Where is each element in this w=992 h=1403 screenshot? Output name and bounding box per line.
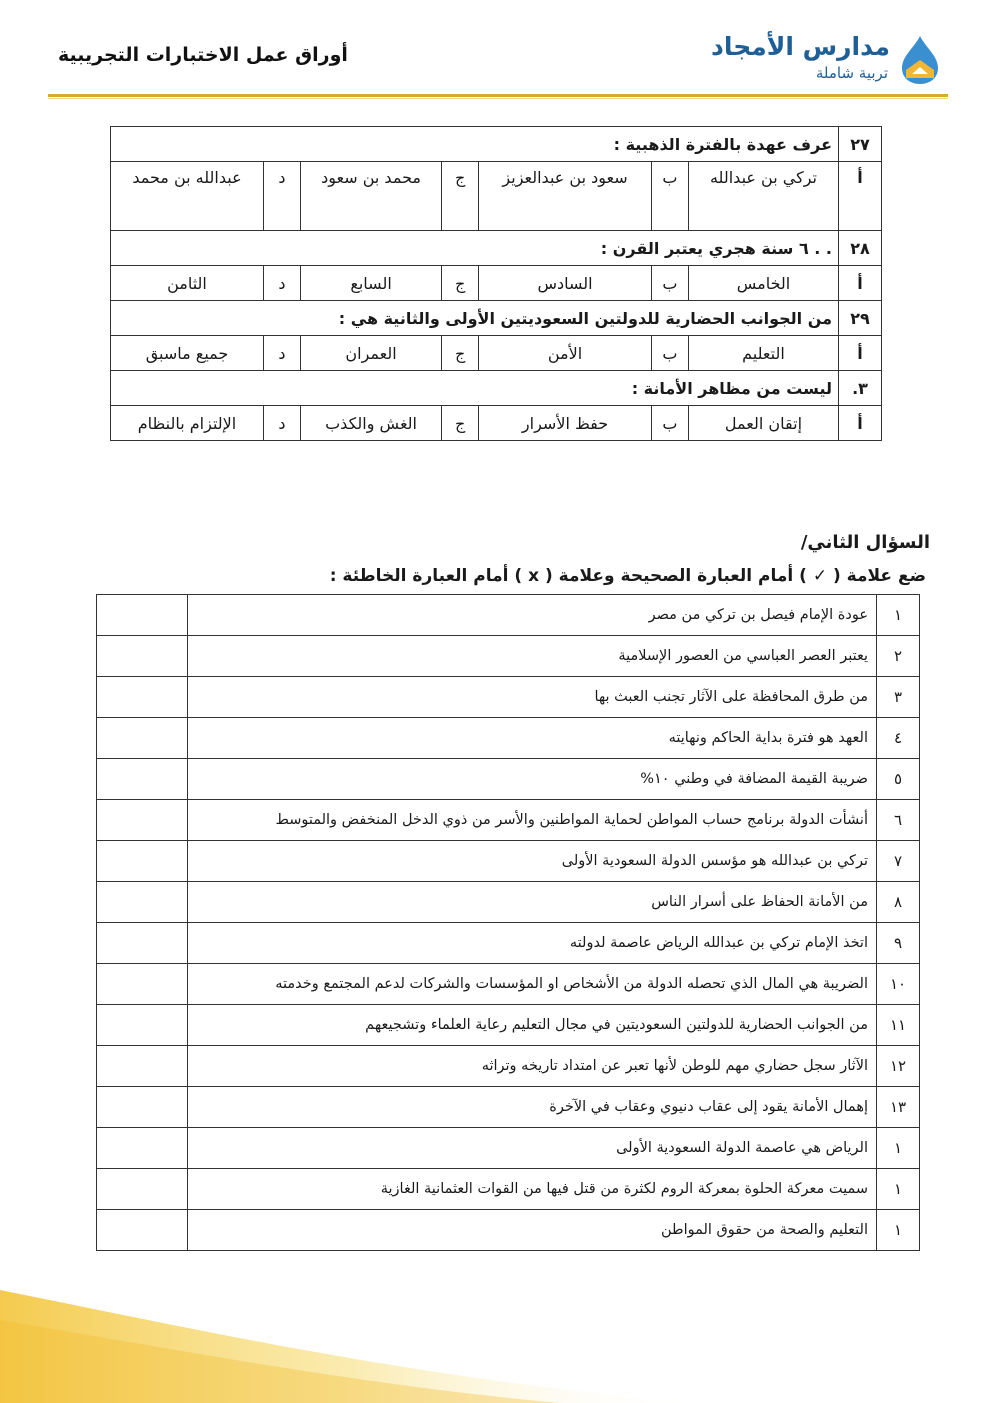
question-text: . . ٦ سنة هجري يعتبر القرن : (111, 231, 839, 266)
statement-text: ضريبة القيمة المضافة في وطني ١٠% (188, 759, 877, 800)
logo-tagline: تربية شاملة (815, 64, 888, 82)
answer-cell[interactable] (97, 882, 188, 923)
header-divider-thin (48, 98, 948, 99)
statement-text: إهمال الأمانة يقود إلى عقاب دنيوي وعقاب في الآخرة (188, 1087, 877, 1128)
statement-text: الرياض هي عاصمة الدولة السعودية الأولى (188, 1128, 877, 1169)
answer-cell[interactable] (97, 1046, 188, 1087)
option-c[interactable]: محمد بن سعود (300, 162, 441, 231)
question-number: ٢٩ (839, 301, 882, 336)
option-b[interactable]: سعود بن عبدالعزيز (479, 162, 652, 231)
item-number: ١ (877, 1169, 920, 1210)
mcq-question-row (111, 301, 882, 336)
mcq-question-row (111, 371, 882, 406)
answer-cell[interactable] (97, 595, 188, 636)
item-number: ٧ (877, 841, 920, 882)
option-letter: ب (651, 162, 688, 231)
option-letter: ب (651, 406, 688, 441)
item-number: ١ (877, 595, 920, 636)
option-letter: ج (442, 162, 479, 231)
option-letter: أ (839, 162, 882, 231)
answer-cell[interactable] (97, 636, 188, 677)
table-row (97, 677, 920, 718)
option-c[interactable]: السابع (300, 266, 441, 301)
option-c[interactable]: العمران (300, 336, 441, 371)
question-number: ٢٨ (839, 231, 882, 266)
option-d[interactable]: الإلتزام بالنظام (111, 406, 264, 441)
statement-text: تركي بن عبدالله هو مؤسس الدولة السعودية الأولى (188, 841, 877, 882)
statement-text: أنشأت الدولة برنامج حساب المواطن لحماية المواطنين والأسر من ذوي الدخل المنخفض والمتوسط (188, 800, 877, 841)
table-row (97, 1087, 920, 1128)
mcq-options-row (111, 336, 882, 371)
table-row (97, 841, 920, 882)
item-number: ١٠ (877, 964, 920, 1005)
mcq-question-row (111, 231, 882, 266)
item-number: ٣ (877, 677, 920, 718)
answer-cell[interactable] (97, 759, 188, 800)
option-letter: د (263, 406, 300, 441)
mcq-options-row (111, 406, 882, 441)
option-c[interactable]: الغش والكذب (300, 406, 441, 441)
table-row (97, 636, 920, 677)
item-number: ٦ (877, 800, 920, 841)
statement-text: اتخذ الإمام تركي بن عبدالله الرياض عاصمة لدولته (188, 923, 877, 964)
option-letter: أ (839, 266, 882, 301)
true-false-table (96, 594, 920, 1251)
option-a[interactable]: التعليم (688, 336, 838, 371)
answer-cell[interactable] (97, 1128, 188, 1169)
table-row (97, 923, 920, 964)
question-number: ٣. (839, 371, 882, 406)
table-row (97, 1210, 920, 1251)
page-title: أوراق عمل الاختبارات التجريبية (58, 44, 348, 66)
option-d[interactable]: الثامن (111, 266, 264, 301)
statement-text: العهد هو فترة بداية الحاكم ونهايته (188, 718, 877, 759)
statement-text: سميت معركة الحلوة بمعركة الروم لكثرة من قتل فيها من القوات العثمانية الغازية (188, 1169, 877, 1210)
statement-text: من طرق المحافظة على الآثار تجنب العبث بها (188, 677, 877, 718)
statement-text: الآثار سجل حضاري مهم للوطن لأنها تعبر عن امتداد تاريخه وتراثه (188, 1046, 877, 1087)
question-text: من الجوانب الحضارية للدولتين السعوديتين الأولى والثانية هي : (111, 301, 839, 336)
table-row (97, 1005, 920, 1046)
item-number: ١ (877, 1210, 920, 1251)
item-number: ٩ (877, 923, 920, 964)
decorative-swoosh (0, 1270, 992, 1403)
option-letter: ب (651, 266, 688, 301)
option-d[interactable]: عبدالله بن محمد (111, 162, 264, 231)
option-b[interactable]: السادس (479, 266, 652, 301)
table-row (97, 800, 920, 841)
question-text: ليست من مظاهر الأمانة : (111, 371, 839, 406)
option-a[interactable]: إتقان العمل (688, 406, 838, 441)
table-row (97, 1046, 920, 1087)
table-row (97, 882, 920, 923)
table-row (97, 964, 920, 1005)
header-divider (48, 94, 948, 97)
item-number: ٢ (877, 636, 920, 677)
option-b[interactable]: الأمن (479, 336, 652, 371)
mcq-question-row (111, 127, 882, 162)
question-text: عرف عهدة بالفترة الذهبية : (111, 127, 839, 162)
answer-cell[interactable] (97, 964, 188, 1005)
answer-cell[interactable] (97, 1169, 188, 1210)
option-letter: د (263, 266, 300, 301)
mcq-table (110, 126, 882, 441)
statement-text: التعليم والصحة من حقوق المواطن (188, 1210, 877, 1251)
answer-cell[interactable] (97, 841, 188, 882)
option-letter: ج (442, 406, 479, 441)
option-letter: أ (839, 406, 882, 441)
answer-cell[interactable] (97, 1210, 188, 1251)
option-a[interactable]: تركي بن عبدالله (688, 162, 838, 231)
statement-text: يعتبر العصر العباسي من العصور الإسلامية (188, 636, 877, 677)
answer-cell[interactable] (97, 800, 188, 841)
option-letter: د (263, 162, 300, 231)
option-b[interactable]: حفظ الأسرار (479, 406, 652, 441)
logo-drop-icon (896, 34, 944, 86)
item-number: ١ (877, 1128, 920, 1169)
section-instruction: ضع علامة ( ✓ ) أمام العبارة الصحيحة وعلامة ( x ) أمام العبارة الخاطئة : (329, 566, 926, 586)
item-number: ١٣ (877, 1087, 920, 1128)
option-letter: أ (839, 336, 882, 371)
item-number: ٨ (877, 882, 920, 923)
answer-cell[interactable] (97, 1087, 188, 1128)
table-row (97, 759, 920, 800)
question-number: ٢٧ (839, 127, 882, 162)
statement-text: من الأمانة الحفاظ على أسرار الناس (188, 882, 877, 923)
table-row (97, 1169, 920, 1210)
school-logo (711, 30, 944, 90)
table-row (97, 595, 920, 636)
item-number: ٥ (877, 759, 920, 800)
statement-text: عودة الإمام فيصل بن تركي من مصر (188, 595, 877, 636)
answer-cell[interactable] (97, 718, 188, 759)
option-letter: ب (651, 336, 688, 371)
mcq-options-row (111, 162, 882, 231)
item-number: ٤ (877, 718, 920, 759)
statement-text: الضريبة هي المال الذي تحصله الدولة من الأشخاص او المؤسسات والشركات لدعم المجتمع وخدمته (188, 964, 877, 1005)
table-row (97, 718, 920, 759)
option-d[interactable]: جميع ماسبق (111, 336, 264, 371)
answer-cell[interactable] (97, 923, 188, 964)
table-row (97, 1128, 920, 1169)
option-letter: د (263, 336, 300, 371)
option-letter: ج (442, 266, 479, 301)
option-a[interactable]: الخامس (688, 266, 838, 301)
option-letter: ج (442, 336, 479, 371)
answer-cell[interactable] (97, 1005, 188, 1046)
item-number: ١١ (877, 1005, 920, 1046)
section-title: السؤال الثاني/ (800, 532, 930, 553)
logo-name: مدارس الأمجاد (711, 32, 890, 61)
statement-text: من الجوانب الحضارية للدولتين السعوديتين في مجال التعليم رعاية العلماء وتشجيعهم (188, 1005, 877, 1046)
item-number: ١٢ (877, 1046, 920, 1087)
answer-cell[interactable] (97, 677, 188, 718)
mcq-options-row (111, 266, 882, 301)
